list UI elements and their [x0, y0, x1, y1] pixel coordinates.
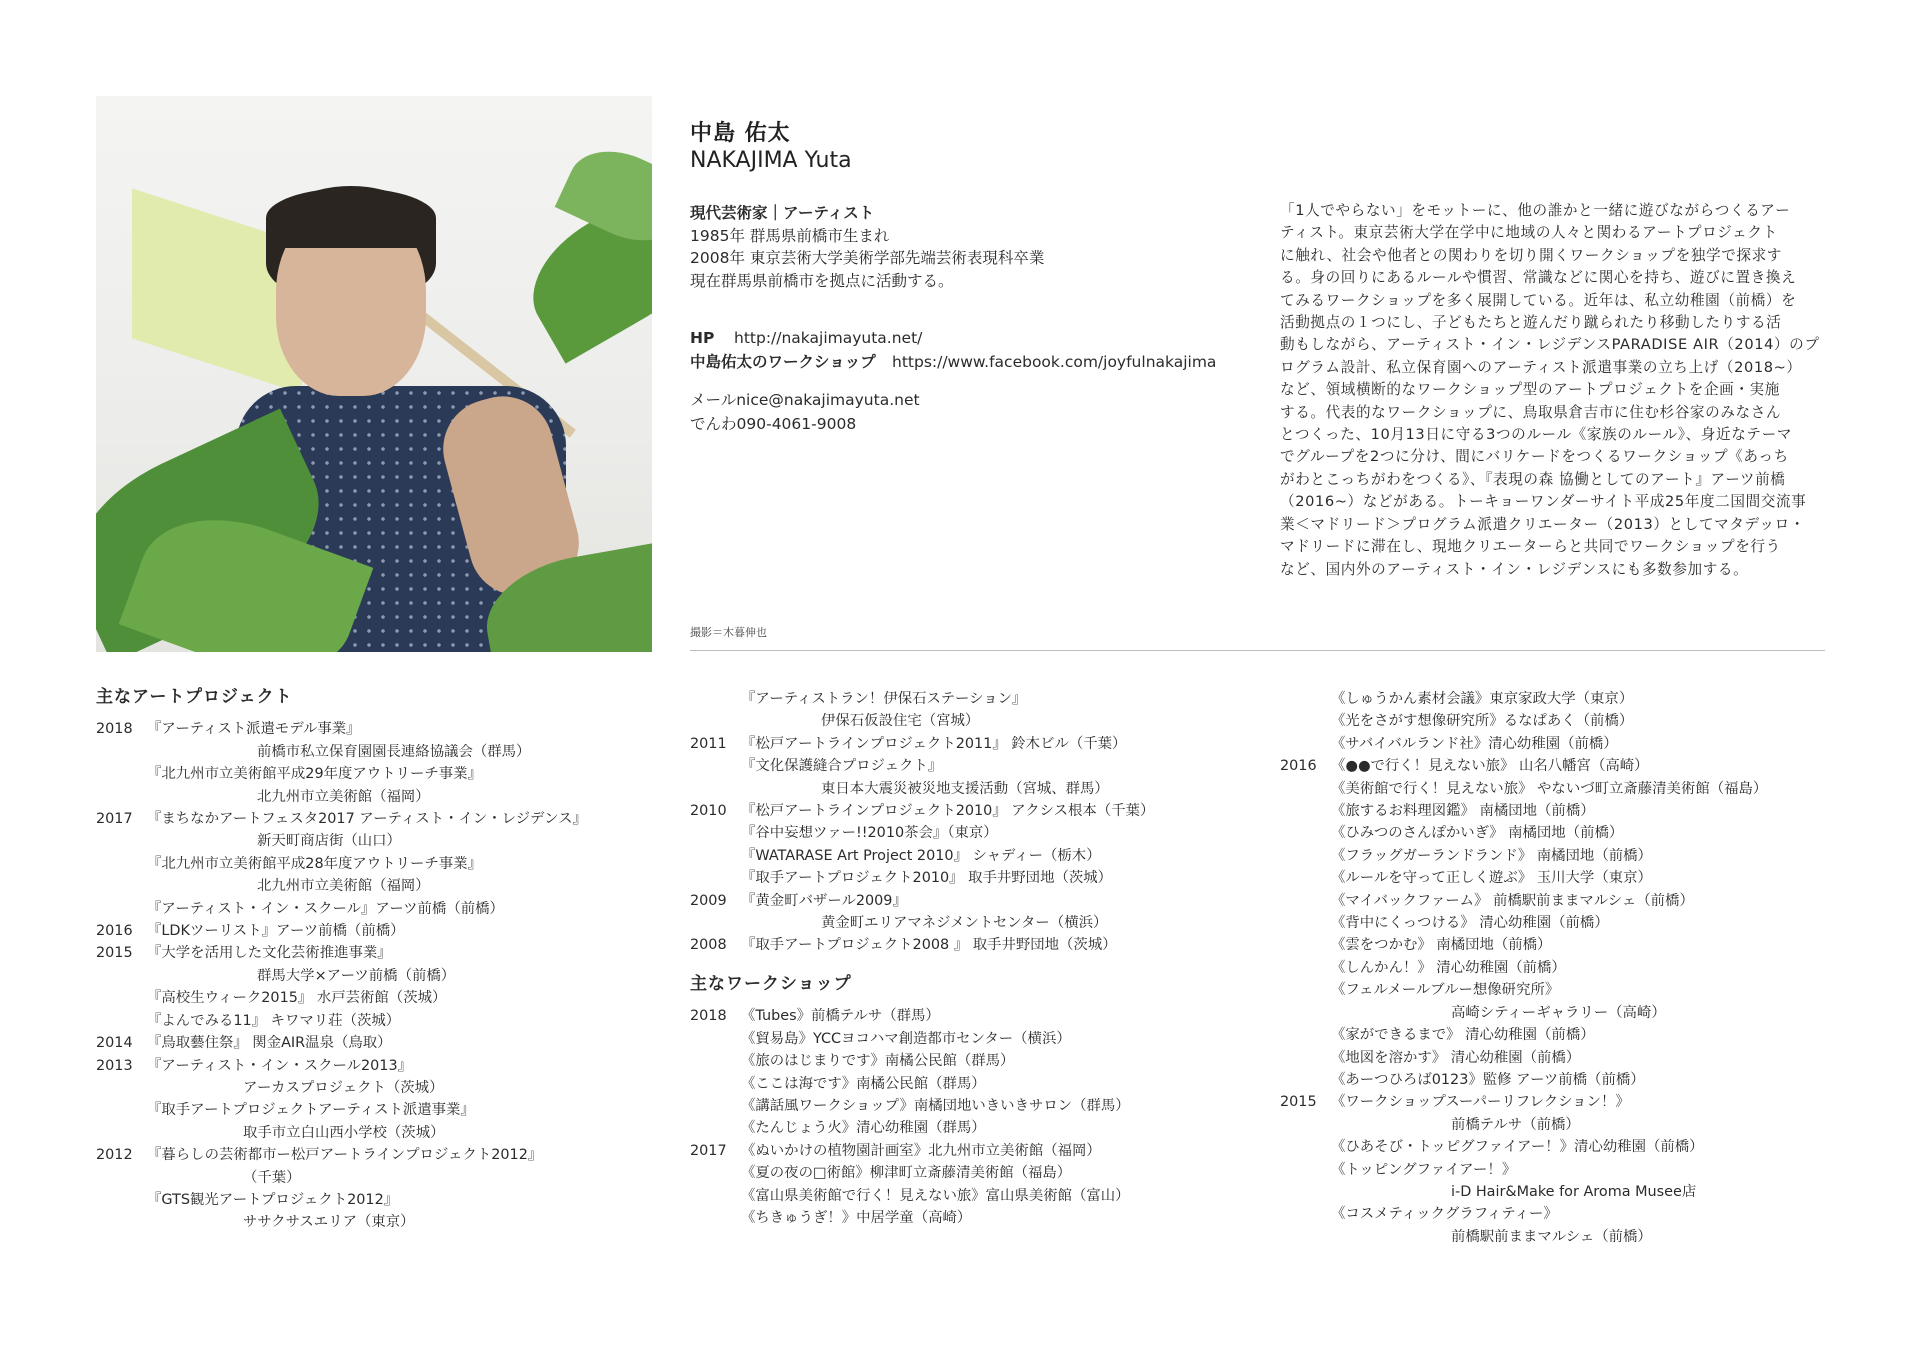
photo-credit: 撮影＝木暮伸也	[690, 626, 767, 639]
projects-list	[96, 718, 656, 1233]
entry-year: 2018	[96, 721, 133, 738]
entry-text: 前橋駅前ままマルシェ（前橋）	[1451, 1228, 1652, 1245]
list-entry	[96, 965, 656, 987]
entry-year	[1280, 1159, 1331, 1181]
entry-year	[1280, 1047, 1331, 1069]
list-entry	[96, 1144, 656, 1166]
list-entry	[1280, 867, 1840, 889]
entry-text: 『よんでみる11』 キワマリ荘（茨城）	[147, 1012, 401, 1029]
entry-text: 伊保石仮設住宅（宮城）	[821, 713, 980, 730]
list-entry	[96, 741, 656, 763]
entry-text: 『谷中妄想ツァー!!2010茶会』（東京）	[741, 825, 998, 842]
entry-year	[96, 987, 147, 1009]
entry-year	[96, 875, 147, 897]
entry-text: 『暮らしの芸術都市ー松戸アートラインプロジェクト2012』	[147, 1147, 543, 1164]
list-entry	[690, 1095, 1250, 1117]
bio-line: 活動拠点の１つにし、子どもたちと遊んだり蹴られたり移動したりする活	[1280, 314, 1782, 332]
list-entry	[1280, 755, 1840, 777]
entry-text: 『取手アートプロジェクトアーティスト派遣事業』	[147, 1102, 475, 1119]
workshops-list-continued	[1280, 688, 1840, 1248]
entry-text: 《ちきゅうぎ！》中居学童（高崎）	[741, 1209, 972, 1226]
entry-text: 高崎シティーギャラリー（高崎）	[1451, 1004, 1666, 1021]
projects-list-continued	[690, 688, 1250, 957]
entry-text: 《家ができるまで》 清心幼稚園（前橋）	[1331, 1027, 1595, 1044]
entry-text: 取手市立白山西小学校（茨城）	[243, 1124, 445, 1141]
list-entry	[690, 845, 1250, 867]
list-entry	[1280, 778, 1840, 800]
entry-text: 『WATARASE Art Project 2010』 シャディー（栃木）	[741, 847, 1101, 864]
list-entry	[1280, 710, 1840, 732]
entry-year	[96, 741, 147, 763]
entry-year	[1280, 1203, 1331, 1225]
workshop-link[interactable]: https://www.facebook.com/joyfulnakajima	[892, 353, 1217, 371]
profile-title: 現代芸術家｜アーティスト	[690, 204, 875, 222]
entry-year	[1280, 1024, 1331, 1046]
workshop-label: 中島佑太のワークショップ	[690, 353, 876, 371]
list-entry	[690, 1073, 1250, 1095]
list-entry	[1280, 912, 1840, 934]
entry-text: 《●●で行く！見えない旅》 山名八幡宮（高崎）	[1331, 758, 1649, 775]
entry-year	[1280, 822, 1331, 844]
entry-text: 『北九州市立美術館平成28年度アウトリーチ事業』	[147, 855, 482, 872]
entry-year	[690, 688, 741, 710]
list-entry	[1280, 845, 1840, 867]
entry-year	[96, 1099, 147, 1121]
entry-year	[1280, 778, 1331, 800]
entry-text: ササクサスエリア（東京）	[243, 1214, 415, 1231]
entry-year	[96, 786, 147, 808]
entry-text: 《ひあそび・トッピグファイアー！》清心幼稚園（前橋）	[1331, 1139, 1704, 1156]
entry-text: 前橋市私立保育園園長連絡協議会（群馬）	[257, 743, 531, 760]
list-entry	[96, 1077, 656, 1099]
entry-year	[96, 763, 147, 785]
entry-text: 《しゅうかん素材会議》東京家政大学（東京）	[1331, 691, 1634, 707]
tel-label: でんわ	[690, 415, 737, 433]
entry-text: 『アーティスト派遣モデル事業』	[147, 721, 361, 738]
entry-year	[96, 1189, 147, 1211]
list-entry	[96, 1055, 656, 1077]
list-entry	[1280, 800, 1840, 822]
entry-year: 2013	[96, 1057, 133, 1074]
entry-text: i-D Hair&Make for Aroma Musee店	[1451, 1183, 1697, 1200]
entry-text: 《ここは海です》南橘公民館（群馬）	[741, 1075, 986, 1092]
entry-year: 2014	[96, 1035, 133, 1052]
entry-year: 2017	[96, 811, 133, 828]
list-entry	[690, 890, 1250, 912]
list-entry	[96, 718, 656, 740]
entry-text: 《フラッグガーランドランド》 南橘団地（前橋）	[1331, 847, 1652, 864]
entry-text: 《富山県美術館で行く！見えない旅》富山県美術館（富山）	[741, 1187, 1130, 1204]
entry-text: 《ルールを守って正しく遊ぶ》 玉川大学（東京）	[1331, 870, 1652, 887]
list-entry	[690, 1050, 1250, 1072]
entry-year: 2008	[690, 937, 727, 954]
entry-year: 2017	[690, 1142, 727, 1159]
entry-text: 『鳥取藝住祭』 関金AIR温泉（鳥取）	[147, 1035, 392, 1052]
entry-text: 《美術館で行く！見えない旅》 やないづ町立斎藤清美術館（福島）	[1331, 780, 1768, 797]
entry-text: 『黄金町バザール2009』	[741, 892, 907, 909]
list-entry	[1280, 1002, 1840, 1024]
list-entry	[1280, 934, 1840, 956]
list-entry	[96, 853, 656, 875]
entry-year	[1280, 688, 1331, 710]
entry-text: 《旅のはじまりです》南橘公民館（群馬）	[741, 1053, 1015, 1070]
entry-year	[690, 1095, 741, 1117]
entry-year	[1280, 845, 1331, 867]
list-entry	[96, 1010, 656, 1032]
list-entry	[96, 808, 656, 830]
list-entry	[96, 1189, 656, 1211]
entry-text: 北九州市立美術館（福岡）	[257, 878, 430, 895]
mail-link[interactable]: nice@nakajimayuta.net	[736, 391, 920, 409]
entry-year	[690, 912, 741, 934]
entry-text: 北九州市立美術館（福岡）	[257, 788, 430, 805]
entry-year	[690, 1073, 741, 1095]
list-entry	[1280, 1024, 1840, 1046]
entry-year	[690, 1185, 741, 1207]
entry-text: 《夏の夜の□術館》柳津町立斎藤清美術館（福島）	[741, 1165, 1072, 1182]
list-entry	[690, 867, 1250, 889]
list-entry	[690, 822, 1250, 844]
entry-year	[96, 1211, 147, 1233]
entry-year: 2009	[690, 892, 727, 909]
entry-text: 《背中にくっつける》 清心幼稚園（前橋）	[1331, 915, 1609, 932]
entry-text: 『取手アートプロジェクト2010』 取手井野団地（茨城）	[741, 870, 1113, 887]
profile-line: 1985年 群馬県前橋市生まれ	[690, 226, 890, 245]
list-entry	[1280, 1114, 1840, 1136]
entry-text: 『松戸アートラインプロジェクト2010』 アクシス根本（千葉）	[741, 803, 1155, 820]
entry-year	[96, 1010, 147, 1032]
list-entry	[1280, 890, 1840, 912]
list-entry	[1280, 1159, 1840, 1181]
list-entry	[1280, 733, 1840, 755]
list-entry	[690, 778, 1250, 800]
list-entry	[690, 1207, 1250, 1229]
bio-line: に触れ、社会や他者との関わりを切り開くワークショップを独学で探求す	[1280, 246, 1782, 264]
portrait-photo	[96, 96, 652, 652]
list-entry	[1280, 1069, 1840, 1091]
name-english: NAKAJIMA Yuta	[690, 148, 852, 173]
entry-text: 『松戸アートラインプロジェクト2011』 鈴木ビル（千葉）	[741, 735, 1127, 752]
entry-text: 『アーティストラン！伊保石ステーション』	[741, 691, 1027, 707]
tel-value: 090-4061-9008	[736, 415, 857, 433]
entry-year	[690, 1207, 741, 1229]
list-entry	[690, 1140, 1250, 1162]
workshops-list	[690, 1005, 1250, 1229]
list-entry	[690, 912, 1250, 934]
bio-line: でグループを2つに分け、間にバリケードをつくるワークショップ《あっち	[1280, 448, 1789, 466]
entry-text: 《光をさがす想像研究所》るなぱあく（前橋）	[1331, 713, 1634, 730]
list-entry	[690, 688, 1250, 710]
list-entry	[690, 800, 1250, 822]
entry-year	[690, 755, 741, 777]
workshops-heading: 主なワークショップ	[690, 973, 852, 994]
entry-text: 『GTS観光アートプロジェクト2012』	[147, 1191, 399, 1208]
entry-year	[1280, 867, 1331, 889]
list-entry	[690, 733, 1250, 755]
bio-line: など、領域横断的なワークショップ型のアートプロジェクトを企画・実施	[1280, 381, 1780, 399]
bio-line: する。代表的なワークショップに、鳥取県倉吉市に住む杉谷家のみなさん	[1280, 403, 1782, 421]
bio-line: 「1人でやらない」をモットーに、他の誰かと一緒に遊びながらつくるアー	[1280, 202, 1791, 219]
entry-year	[1280, 1069, 1331, 1091]
entry-text: 『まちなかアートフェスタ2017 アーティスト・イン・レジデンス』	[147, 811, 587, 828]
list-entry	[96, 1122, 656, 1144]
entry-year	[96, 830, 147, 852]
list-entry	[690, 1162, 1250, 1184]
entry-text: 《講話風ワークショップ》南橘団地いきいきサロン（群馬）	[741, 1097, 1130, 1114]
entry-year	[1280, 1136, 1331, 1158]
list-entry	[690, 1185, 1250, 1207]
hp-link[interactable]: http://nakajimayuta.net/	[734, 329, 923, 347]
bio-line: ログラム設計、私立保育園へのアーティスト派遣事業の立ち上げ（2018~）	[1280, 358, 1802, 376]
entry-text: 群馬大学×アーツ前橋（前橋）	[257, 967, 456, 984]
entry-year	[690, 1050, 741, 1072]
entry-year	[690, 1028, 741, 1050]
entry-year	[690, 867, 741, 889]
bio-line: など、国内外のアーティスト・イン・レジデンスにも多数参加する。	[1280, 560, 1749, 578]
list-entry	[96, 875, 656, 897]
bio-line: がわとこっちがわをつくる》、『表現の森 協働としてのアート』アーツ前橋	[1280, 470, 1786, 488]
entry-year: 2015	[96, 945, 133, 962]
list-entry	[1280, 1226, 1840, 1248]
entry-text: 《サバイバルランド社》清心幼稚園（前橋）	[1331, 735, 1618, 752]
list-entry	[96, 786, 656, 808]
entry-text: 前橋テルサ（前橋）	[1451, 1116, 1580, 1133]
list-entry	[1280, 1136, 1840, 1158]
entry-text: 『北九州市立美術館平成29年度アウトリーチ事業』	[147, 766, 482, 783]
list-entry	[96, 1032, 656, 1054]
entry-text: 《貿易島》YCCヨコハマ創造都市センター（横浜）	[741, 1030, 1071, 1047]
entry-year	[96, 898, 147, 920]
entry-year	[1280, 957, 1331, 979]
list-entry	[690, 934, 1250, 956]
list-entry	[1280, 1047, 1840, 1069]
contact-info	[690, 388, 920, 436]
entry-text: 東日本大震災被災地支援活動（宮城、群馬）	[821, 780, 1109, 797]
list-entry	[96, 987, 656, 1009]
entry-text: 《あーつひろば0123》監修 アーツ前橋（前橋）	[1331, 1071, 1645, 1088]
entry-year	[1280, 710, 1331, 732]
bio-line: る。身の回りにあるルールや慣習、常識などに関心を持ち、遊びに置き換え	[1280, 269, 1797, 287]
list-entry	[96, 920, 656, 942]
entry-text: 《地図を溶かす》 清心幼稚園（前橋）	[1331, 1049, 1581, 1066]
entry-text: 新天町商店街（山口）	[257, 833, 401, 850]
list-entry	[96, 942, 656, 964]
entry-year	[1280, 1181, 1331, 1203]
web-links	[690, 326, 1216, 374]
entry-text: 『高校生ウィーク2015』 水戸芸術館（茨城）	[147, 990, 447, 1007]
entry-year	[1280, 912, 1331, 934]
bio-line: とつくった、10月13日に守る3つのルール《家族のルール》、身近なテーマ	[1280, 426, 1792, 444]
bio-line: てみるワークショップを多く展開している。近年は、私立幼稚園（前橋）を	[1280, 291, 1797, 309]
entry-text: （千葉）	[243, 1169, 301, 1186]
bio-line: マドリードに滞在し、現地クリエーターらと共同でワークショップを行う	[1280, 538, 1781, 556]
entry-text: 『アーティスト・イン・スクール2013』	[147, 1057, 413, 1074]
entry-text: 黄金町エリアマネジメントセンター（横浜）	[821, 915, 1108, 932]
bio-line: 業＜マドリード＞プログラム派遣クリエーター（2013）としてマタデッロ・	[1280, 515, 1806, 533]
entry-year: 2015	[1280, 1094, 1317, 1111]
list-entry	[96, 1167, 656, 1189]
list-entry	[1280, 979, 1840, 1001]
entry-text: 『LDKツーリスト』アーツ前橋（前橋）	[147, 923, 405, 940]
entry-year	[1280, 934, 1331, 956]
list-entry	[96, 898, 656, 920]
list-entry	[690, 1028, 1250, 1050]
entry-year	[96, 1167, 147, 1189]
biography-text	[1280, 200, 1825, 581]
entry-text: アーカスプロジェクト（茨城）	[243, 1079, 444, 1096]
entry-text: 《旅するお料理図鑑》 南橘団地（前橋）	[1331, 803, 1595, 820]
name-japanese: 中島 佑太	[690, 121, 791, 146]
entry-text: 《ぬいかけの植物園計画室》北九州市立美術館（福岡）	[741, 1142, 1101, 1159]
list-entry	[690, 710, 1250, 732]
entry-text: 《ひみつのさんぽかいぎ》 南橘団地（前橋）	[1331, 825, 1624, 842]
entry-text: 『取手アートプロジェクト2008 』 取手井野団地（茨城）	[741, 937, 1117, 954]
bio-line: ティスト。東京芸術大学在学中に地域の人々と関わるアートプロジェクト	[1280, 224, 1778, 242]
profile-line: 現在群馬県前橋市を拠点に活動する。	[690, 271, 954, 290]
list-entry	[1280, 1203, 1840, 1225]
entry-year	[1280, 1226, 1331, 1248]
middle-column	[690, 688, 1250, 1229]
entry-year: 2010	[690, 803, 727, 820]
list-entry	[96, 1099, 656, 1121]
list-entry	[1280, 1181, 1840, 1203]
list-entry	[96, 830, 656, 852]
list-entry	[690, 1005, 1250, 1027]
entry-year	[96, 965, 147, 987]
entry-year	[1280, 1114, 1331, 1136]
entry-year	[1280, 890, 1331, 912]
hair-top-graphic	[266, 188, 436, 248]
divider	[690, 650, 1825, 651]
hp-label: HP	[690, 329, 715, 347]
right-column	[1280, 688, 1840, 1248]
entry-text: 《フェルメールブルー想像研究所》	[1331, 982, 1560, 999]
mail-label: メール	[690, 391, 737, 409]
entry-text: 《Tubes》前橋テルサ（群馬）	[741, 1008, 940, 1025]
entry-year	[96, 1077, 147, 1099]
bio-line: 動もしながら、アーティスト・イン・レジデンスPARADISE AIR（2014）のプ	[1280, 336, 1820, 354]
list-entry	[1280, 957, 1840, 979]
entry-text: 《コスメティックグラフィティー》	[1331, 1206, 1558, 1223]
entry-year	[96, 853, 147, 875]
entry-year	[690, 845, 741, 867]
list-entry	[1280, 1091, 1840, 1113]
list-entry	[96, 1211, 656, 1233]
list-entry	[690, 755, 1250, 777]
entry-year: 2011	[690, 735, 727, 752]
list-entry	[1280, 688, 1840, 710]
entry-year	[690, 1117, 741, 1139]
projects-heading: 主なアートプロジェクト	[96, 687, 293, 707]
projects-column	[96, 686, 656, 1234]
entry-year	[690, 710, 741, 732]
entry-year	[1280, 979, 1331, 1001]
entry-text: 《ワークショップスーパーリフレクション！》	[1331, 1094, 1630, 1111]
list-entry	[690, 1117, 1250, 1139]
entry-year	[1280, 733, 1331, 755]
profile-line: 2008年 東京芸術大学美術学部先端芸術表現科卒業	[690, 249, 1045, 267]
entry-year	[1280, 800, 1331, 822]
entry-text: 《雲をつかむ》 南橘団地（前橋）	[1331, 937, 1552, 954]
entry-year	[690, 778, 741, 800]
entry-text: 《たんじょう火》清心幼稚園（群馬）	[741, 1120, 986, 1137]
entry-year: 2016	[1280, 758, 1317, 775]
entry-year	[690, 822, 741, 844]
entry-year: 2018	[690, 1008, 727, 1025]
entry-text: 《しんかん！》 清心幼稚園（前橋）	[1331, 959, 1566, 976]
entry-year: 2012	[96, 1147, 133, 1164]
entry-year	[96, 1122, 147, 1144]
entry-text: 『アーティスト・イン・スクール』アーツ前橋（前橋）	[147, 900, 504, 917]
entry-text: 《マイバックファーム》 前橋駅前ままマルシェ（前橋）	[1331, 892, 1694, 909]
entry-year	[690, 1162, 741, 1184]
entry-text: 《トッピングファイアー！》	[1331, 1161, 1517, 1178]
profile-info	[690, 202, 1044, 292]
entry-text: 『文化保護縫合プロジェクト』	[741, 758, 943, 775]
entry-text: 『大学を活用した文化芸術推進事業』	[147, 945, 392, 962]
entry-year: 2016	[96, 923, 133, 940]
bio-line: （2016~）などがある。トーキョーワンダーサイト平成25年度二国間交流事	[1280, 493, 1807, 511]
list-entry	[1280, 822, 1840, 844]
entry-year	[1280, 1002, 1331, 1024]
list-entry	[96, 763, 656, 785]
